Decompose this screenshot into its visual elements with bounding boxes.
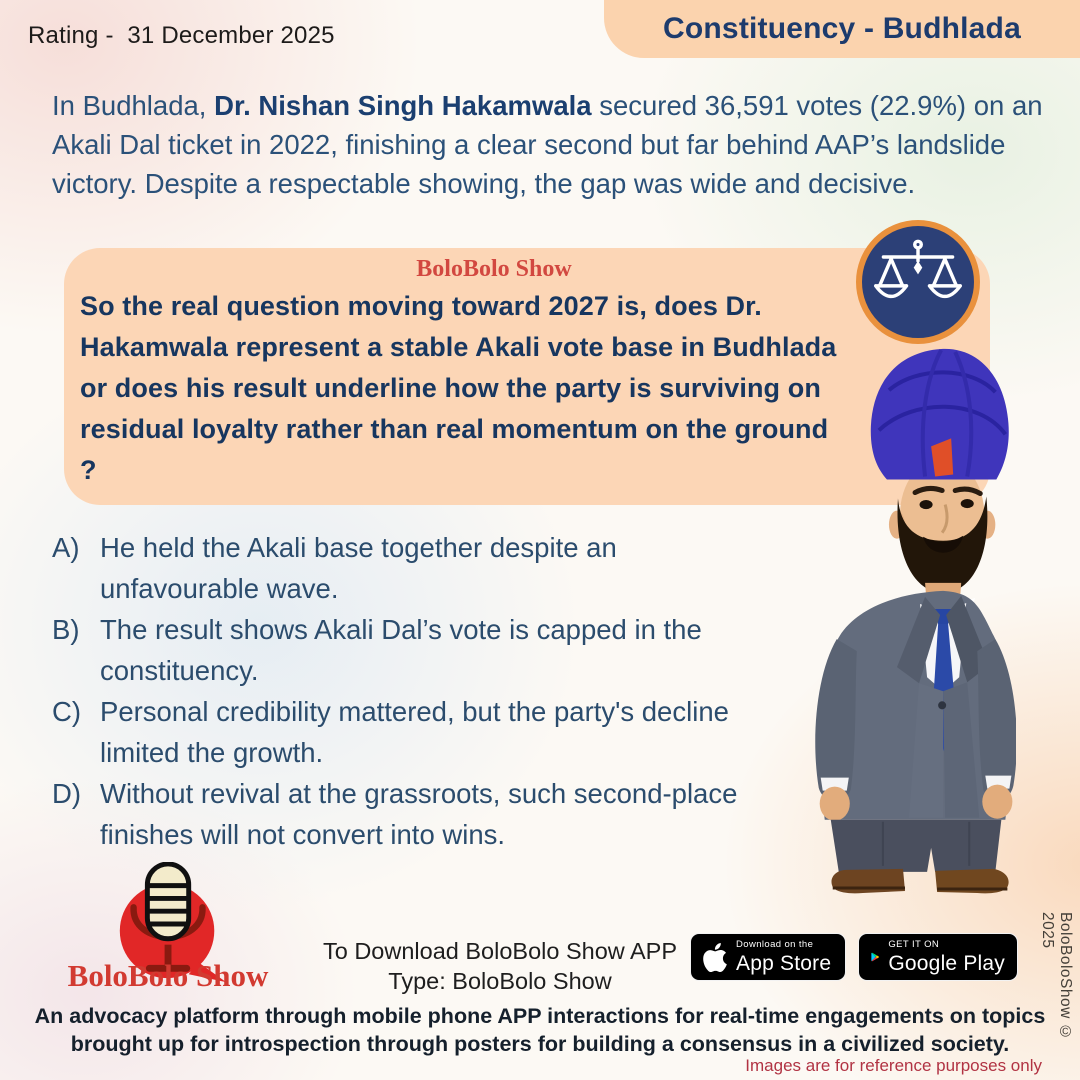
option-b-text: The result shows Akali Dal’s vote is capped in the constituency.	[100, 614, 702, 686]
intro-rest: secured 36,591 votes (22.9%) on an Akali Dal ticket in 2022, finishing a clear second but far behind AAP’s landslide victory. Despite a respectable showing, the gap was wide and decisive.	[52, 90, 1043, 199]
advocacy-tagline-line2: brought up for introspection through posters for building a consensus in a civilized society.	[70, 1031, 1010, 1056]
option-d-text: Without revival at the grassroots, such second-place finishes will not convert into wins.	[100, 778, 738, 850]
app-store-badge-small-text: Download on the	[736, 939, 814, 951]
apple-icon	[703, 943, 727, 972]
option-c-label: C)	[52, 696, 82, 727]
option-b-label: B)	[52, 614, 80, 645]
option-a-label: A)	[52, 532, 80, 563]
option-b	[52, 609, 800, 691]
app-store-badge[interactable]	[690, 933, 846, 981]
option-c	[52, 691, 800, 773]
candidate-name: Dr. Nishan Singh Hakamwala	[214, 90, 592, 121]
option-c-text: Personal credibility mattered, but the party's decline limited the growth.	[100, 696, 729, 768]
option-d	[52, 773, 800, 855]
image-disclaimer: Images are for reference purposes only	[745, 1056, 1042, 1075]
intro-lead: In Budhlada,	[52, 90, 215, 121]
option-d-label: D)	[52, 778, 82, 809]
side-copyright: BoloBoloShow © 2025	[1039, 912, 1074, 1042]
question-text: So the real question moving toward 2027 is, does Dr. Hakamwala represent a stable Akali vote base in Budhlada or does his result underline how the party is surviving on residual loyalty rather than real momentum on the ground ?	[80, 291, 837, 485]
download-line2: Type: BoloBolo Show	[388, 968, 612, 994]
constituency-banner-label: Constituency - Budhlada	[663, 12, 1021, 45]
download-instructions	[320, 936, 680, 996]
option-a	[52, 527, 800, 609]
app-store-badge-big-text: App Store	[736, 951, 832, 975]
scales-icon-glyph	[870, 234, 966, 330]
intro-paragraph	[52, 86, 1052, 203]
candidate-photo	[792, 346, 1016, 894]
scales-of-justice-icon	[856, 220, 980, 344]
download-line1: To Download BoloBolo Show APP	[322, 938, 678, 964]
google-play-badge[interactable]	[858, 933, 1018, 981]
advocacy-tagline	[30, 1003, 1050, 1058]
logo-wordmark: BoloBolo Show	[67, 958, 269, 993]
google-play-badge-big-text: Google Play	[888, 951, 1005, 975]
question-box-brand-label: BoloBolo Show	[416, 256, 572, 282]
option-a-text: He held the Akali base together despite an unfavourable wave.	[100, 532, 617, 604]
constituency-banner	[604, 0, 1080, 58]
google-play-badge-small-text: GET IT ON	[888, 939, 940, 951]
advocacy-tagline-line1: An advocacy platform through mobile phone APP interactions for real-time engagements on topics	[34, 1004, 1046, 1028]
options-list	[52, 527, 800, 855]
rating-date-label: Rating - 31 December 2025	[28, 22, 335, 49]
google-play-icon	[871, 943, 879, 971]
